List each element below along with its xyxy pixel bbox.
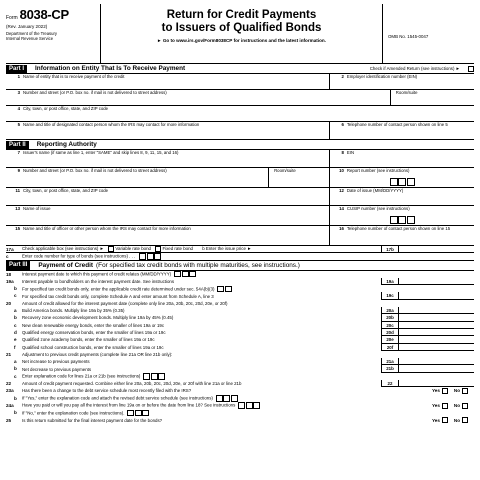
field-cell[interactable] (329, 168, 474, 187)
line-number: 21 (6, 351, 12, 357)
line-text (22, 323, 381, 328)
line-text (22, 337, 381, 342)
line-number: 19a (6, 278, 14, 284)
line-label: Amount of credit allowed for the interest payment date (complete only line 20a, 20b, 20c, 20d, 20e, or 20f) (22, 300, 228, 306)
line-label: Interest payment date to which this payment of credit relates (MM/DD/YYYY) (22, 271, 172, 277)
department (6, 31, 100, 41)
code-box[interactable] (147, 253, 154, 260)
variable-rate-checkbox[interactable] (108, 246, 114, 252)
part3-tag: Part III (6, 261, 30, 270)
line-text (22, 410, 381, 417)
field-number: 5 (17, 122, 20, 127)
digit-box[interactable] (398, 178, 406, 186)
line-item (6, 278, 474, 285)
field-row (6, 168, 474, 188)
code-box[interactable] (127, 410, 134, 417)
line-number: 20 (6, 300, 12, 306)
part3-lines (6, 271, 474, 424)
line-label: Net decrease to previous payments (22, 366, 92, 372)
line-item (6, 395, 474, 402)
code-box[interactable] (182, 271, 189, 278)
line-number: b (14, 395, 17, 401)
line-text (22, 294, 381, 299)
line-item (6, 292, 474, 299)
line-label: Amount of credit payment requested. Combine either line 20a, 20b, 20c, 20d, 20e, or 20f with line 21a or line 21b (22, 381, 242, 387)
yes-label: Yes (431, 402, 440, 408)
line-item (6, 322, 474, 329)
line-item (6, 314, 474, 321)
line-ref: 20b (381, 314, 398, 321)
line-number: a (14, 359, 17, 365)
department-name: Department of the Treasury (6, 31, 57, 37)
part2-title: Reporting Authority (36, 141, 97, 149)
code-box[interactable] (189, 271, 196, 278)
line-label: Qualified zone academy bonds, enter the smaller of lines 19a or 19c (22, 337, 155, 343)
line-text (22, 367, 381, 372)
field-number: 1 (17, 74, 20, 79)
fixed-rate-label: Fixed rate bond (162, 246, 193, 252)
field-cell[interactable] (329, 122, 474, 139)
irs-link-text: ► Go to www.irs.gov/Form8038CP for instructions and the latest information. (157, 38, 326, 44)
field-number: 6 (341, 122, 344, 127)
line-item (6, 365, 474, 372)
issue-price-field[interactable] (398, 246, 474, 253)
field-label: City, town, or post office, state, and ZIP code (23, 106, 109, 111)
part1-title: Information on Entity That Is To Receive Payment (35, 65, 186, 73)
code-box[interactable] (231, 395, 238, 402)
line-item (6, 344, 474, 351)
line-ref: 20f (381, 344, 398, 351)
code-box[interactable] (217, 286, 224, 293)
line-number: e (14, 337, 17, 343)
code-box[interactable] (216, 395, 223, 402)
amount-field[interactable] (398, 322, 474, 329)
variable-rate-label: Variable rate bond (115, 246, 151, 252)
form-title-line1: Return for Credit Payments (166, 9, 317, 21)
line-number: a (14, 308, 17, 314)
field-cell[interactable] (6, 226, 329, 245)
code-box[interactable] (139, 253, 146, 260)
field-cell[interactable] (6, 206, 329, 225)
code-box[interactable] (151, 373, 158, 380)
line-ref: 21a (381, 358, 398, 365)
line-number: 24a (6, 402, 14, 408)
line-number: b (14, 315, 17, 321)
issue-price-label: b Enter the issue price ► (202, 246, 252, 252)
line-text (22, 330, 381, 335)
line-number: c (6, 253, 9, 259)
line-label: Net increase to previous payments (22, 359, 90, 365)
amount-field[interactable] (398, 292, 474, 299)
line-number: c (14, 293, 17, 299)
line-text (22, 279, 381, 284)
code-box[interactable] (174, 271, 181, 278)
amount-field[interactable] (398, 329, 474, 336)
line-ref: 20a (381, 307, 398, 314)
field-label: Employer identification number (EIN) (346, 74, 418, 79)
line-text (22, 388, 381, 393)
form-number: 8038-CP (19, 7, 69, 22)
digit-box[interactable] (407, 178, 415, 186)
yes-no-group (381, 388, 474, 394)
no-checkbox[interactable] (462, 403, 468, 409)
amended-label: Check if Amended Return (see instructions) ► (369, 66, 460, 72)
field-number: 14 (339, 206, 344, 211)
field-label: City, town, or post office, state, and ZIP code (23, 188, 109, 193)
line-label: New clean renewable energy bonds, enter the smaller of lines 19a or 19c (22, 322, 165, 328)
code-box[interactable] (246, 402, 253, 409)
form-title-line2: to Issuers of Qualified Bonds (161, 21, 322, 34)
line-label: For specified tax credit bonds only, enter the applicable credit rate determined under sec. 54A(b)(3) (22, 285, 215, 291)
amount-field[interactable] (398, 380, 474, 387)
field-number: 4 (17, 106, 20, 111)
line-number: c (14, 373, 17, 379)
line-label: Has there been a change to the debt service schedule most recently filed with the IRS? (22, 388, 192, 394)
field-label: Report number (see instructions) (346, 168, 410, 173)
yes-label: Yes (431, 388, 440, 394)
line-text (22, 286, 381, 293)
field-row (6, 122, 474, 140)
line-ref: 17b (381, 246, 398, 253)
line-item (6, 373, 474, 380)
field-row (6, 150, 474, 168)
line-text (22, 315, 381, 320)
no-checkbox[interactable] (462, 417, 468, 423)
line-ref: 22 (381, 380, 398, 387)
line-number: b (14, 410, 17, 416)
field-cell[interactable] (6, 74, 329, 89)
form-word: Form (6, 15, 18, 21)
code-boxes[interactable] (143, 373, 166, 380)
form-header (6, 4, 474, 64)
line-label: If "No," enter the explanation code (see instructions). (22, 410, 125, 416)
code-boxes[interactable] (217, 286, 232, 293)
line-item (6, 300, 474, 307)
field-number: 9 (17, 168, 20, 173)
amount-field[interactable] (398, 307, 474, 314)
line-item (6, 409, 474, 416)
field-label: Telephone number of contact person shown on line 5 (346, 122, 448, 127)
line-number: d (14, 329, 17, 335)
digit-box[interactable] (390, 216, 398, 224)
amount-field[interactable] (398, 278, 474, 285)
yes-label: Yes (431, 417, 440, 423)
bond-type-code-boxes[interactable] (139, 253, 162, 260)
line-label: For specified tax credit bonds only, complete Schedule A and enter amount from Schedule A, line 3 (22, 293, 214, 299)
line-number: b (14, 286, 17, 292)
field-label: Room/suite (274, 168, 296, 173)
line-17c (6, 253, 474, 260)
amount-field[interactable] (398, 336, 474, 343)
digit-boxes[interactable] (390, 216, 416, 224)
line-ref: 20d (381, 329, 398, 336)
field-row (6, 206, 474, 226)
line-text (22, 381, 381, 386)
field-cell[interactable] (6, 90, 390, 105)
code-boxes[interactable] (127, 410, 150, 417)
field-row (6, 106, 474, 122)
line-text (22, 352, 381, 357)
line-number: 22 (6, 381, 12, 387)
line-17a (6, 246, 474, 253)
field-number: 15 (15, 226, 20, 231)
line-text (22, 246, 381, 252)
part1-header (6, 65, 474, 74)
yes-checkbox[interactable] (442, 417, 448, 423)
digit-box[interactable] (398, 216, 406, 224)
line-number: 17a (6, 246, 14, 252)
digit-box[interactable] (390, 178, 398, 186)
line-label: Qualified energy conservation bonds, enter the smaller of lines 19a or 19c (22, 330, 166, 336)
line-label: Is this return submitted for the final interest payment date for the bonds? (22, 417, 163, 423)
field-cell[interactable] (329, 226, 474, 245)
form-title-block (101, 4, 382, 63)
field-cell[interactable] (268, 168, 329, 187)
line-item (6, 351, 474, 358)
code-box[interactable] (238, 402, 245, 409)
line-item (6, 417, 474, 424)
part3-title: Payment of Credit (38, 261, 94, 269)
line-ref: 20e (381, 336, 398, 343)
part1-tag: Part I (6, 65, 27, 74)
field-label: EIN (346, 150, 355, 155)
field-label: Telephone number of contact person shown on line 15 (346, 226, 451, 231)
field-row (6, 90, 474, 106)
line-text (22, 271, 381, 278)
code-boxes[interactable] (238, 402, 261, 409)
line-label: Adjustment to previous credit payments (complete line 21a OR line 21b only): (22, 351, 173, 357)
line-label: Interest payable to bondholders on the interest payment date. See instructions (22, 279, 175, 284)
line-item (6, 402, 474, 409)
code-box[interactable] (143, 373, 150, 380)
line-number: b (14, 366, 17, 372)
amended-checkbox[interactable] (468, 66, 474, 72)
line-item (6, 271, 474, 278)
field-cell[interactable] (6, 150, 329, 167)
line-number: 25 (6, 417, 12, 423)
part3-header (6, 262, 474, 271)
field-label: Name and title of officer or other person whom the IRS may contact for more information (23, 226, 191, 231)
line-number: 23a (6, 388, 14, 394)
omb-block (382, 4, 474, 63)
field-number: 8 (341, 150, 344, 155)
yes-no-group (381, 417, 474, 423)
line-label: If "Yes," enter the explanation code and attach the revised debt service schedule (see instructions) (22, 395, 213, 401)
line-item (6, 358, 474, 365)
code-box[interactable] (154, 253, 161, 260)
line-number: c (14, 322, 17, 328)
fixed-rate-checkbox[interactable] (155, 246, 161, 252)
code-boxes[interactable] (174, 271, 197, 278)
field-number: 11 (15, 188, 20, 193)
field-cell[interactable] (329, 74, 474, 89)
line-ref: 19a (381, 278, 398, 285)
line-item (6, 380, 474, 387)
line-label: Enter explanation code for lines 21a or 21b (see instructions) (22, 373, 141, 379)
field-label: Issuer's name (if same as line 1, enter "SAME" and skip lines 8, 9, 11, 15, and 16) (23, 150, 179, 155)
field-label: Date of issue (MM/DD/YYYY) (346, 188, 404, 193)
amount-field[interactable] (398, 314, 474, 321)
line-text (22, 301, 381, 306)
field-number: 13 (15, 206, 20, 211)
line-text (22, 253, 474, 260)
amount-field[interactable] (398, 358, 474, 365)
code-box[interactable] (253, 402, 260, 409)
line-label: Build America bonds. Multiply line 19a by 35% (0.35) (22, 308, 125, 314)
field-label: CUSIP number (see instructions) (346, 206, 410, 211)
line-ref: 20c (381, 322, 398, 329)
yes-no-group (381, 403, 474, 409)
form-revision: (Rev. January 2022) (6, 23, 48, 29)
code-box[interactable] (142, 410, 149, 417)
field-row (6, 188, 474, 206)
no-label: No (453, 388, 460, 394)
code-box[interactable] (135, 410, 142, 417)
line-ref: 19c (381, 292, 398, 299)
no-checkbox[interactable] (462, 388, 468, 394)
part2-tag: Part II (6, 141, 29, 150)
line-item (6, 285, 474, 292)
code-boxes[interactable] (216, 395, 239, 402)
amount-field[interactable] (398, 365, 474, 372)
part3-subtitle: (For specified tax credit bonds with multiple maturities, see instructions.) (96, 261, 300, 269)
line-item (6, 329, 474, 336)
field-row (6, 74, 474, 90)
line17c-label: Enter code number for type of bonds (see instructions) . . . (22, 253, 136, 259)
line-text (22, 359, 381, 364)
form-id-block (6, 4, 101, 63)
amount-field[interactable] (398, 344, 474, 351)
line-item (6, 387, 474, 394)
code-box[interactable] (158, 373, 165, 380)
field-label: Name and title of designated contact person whom the IRS may contact for more information (23, 122, 200, 127)
line-ref: 21b (381, 365, 398, 372)
line-label: Recovery zone economic development bonds. Multiply line 19a by 45% (0.45) (22, 315, 174, 321)
line-text (22, 402, 381, 409)
field-cell[interactable] (329, 188, 474, 205)
field-cell[interactable] (6, 122, 329, 139)
part2-fields (6, 150, 474, 246)
field-label: Number and street (or P.O. box no. if mail is not delivered to street address) (23, 90, 167, 95)
line-text (22, 373, 381, 380)
field-number: 2 (341, 74, 344, 79)
digit-box[interactable] (407, 216, 415, 224)
digit-boxes[interactable] (390, 178, 416, 186)
line-text (22, 418, 381, 423)
field-cell[interactable] (390, 90, 474, 105)
no-label: No (453, 402, 460, 408)
field-cell[interactable] (6, 106, 474, 121)
field-cell[interactable] (6, 168, 268, 187)
field-cell[interactable] (329, 150, 474, 167)
line-text (22, 345, 381, 350)
line-text (22, 395, 381, 402)
field-label: Name of entity that is to receive payment of the credit (23, 74, 125, 79)
line-text (22, 308, 381, 313)
yes-checkbox[interactable] (442, 403, 448, 409)
field-number: 12 (339, 188, 344, 193)
amended-return (370, 66, 474, 72)
line-item (6, 336, 474, 343)
omb-number: OMB No. 1545-0047 (388, 34, 429, 39)
field-label: Name of issue (23, 206, 51, 211)
field-number: 3 (17, 90, 20, 95)
part2-header (6, 141, 474, 150)
code-box[interactable] (225, 286, 232, 293)
code-box[interactable] (223, 395, 230, 402)
field-cell[interactable] (329, 206, 474, 225)
field-number: 16 (339, 226, 344, 231)
part1-fields (6, 74, 474, 140)
irs-name: Internal Revenue Service (6, 36, 54, 42)
field-cell[interactable] (6, 188, 329, 205)
line17a-label: Check applicable box (see instructions) ► (22, 246, 104, 252)
line-label: Qualified school construction bonds, enter the smaller of lines 19a or 19c (22, 344, 164, 350)
line-number: f (14, 344, 16, 350)
no-label: No (453, 417, 460, 423)
field-number: 10 (339, 168, 344, 173)
field-number: 7 (17, 150, 20, 155)
field-label: Room/suite (395, 90, 418, 95)
line-number: 18 (6, 271, 12, 277)
yes-checkbox[interactable] (442, 388, 448, 394)
line-label: Have you paid or will you pay all the interest from line 19a on or before the date from line 18? See instructions (22, 402, 236, 408)
line-item (6, 307, 474, 314)
field-row (6, 226, 474, 246)
field-label: Number and street (or P.O. box no. if mail is not delivered to street address) (23, 168, 167, 173)
